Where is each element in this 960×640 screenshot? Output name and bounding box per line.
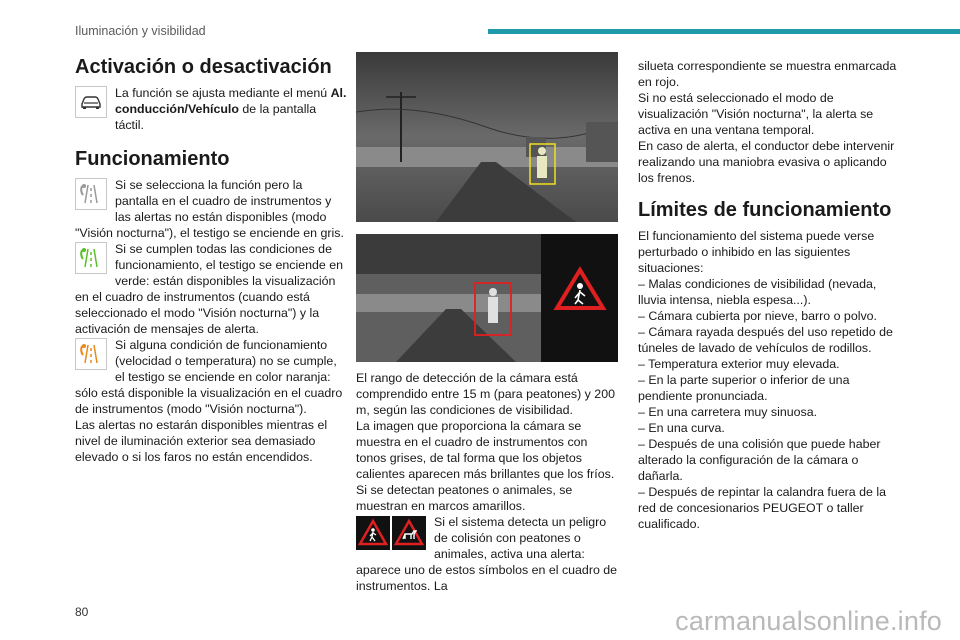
animal-warning-icon xyxy=(392,516,426,550)
list-item: – Cámara rayada después del uso repetido de túneles de lavado de vehículos de rodillos. xyxy=(638,325,893,355)
heading-limits: Límites de funcionamiento xyxy=(638,199,892,221)
list-item: – Malas condiciones de visibilidad (nevada, lluvia intensa, niebla espesa...). xyxy=(638,277,877,307)
limits-list xyxy=(638,276,902,532)
activation-menu-name: Al. conducción/Vehículo xyxy=(115,86,347,116)
limits-intro-text: El funcionamiento del sistema puede verse perturbado o inhibido en las siguientes situaciones: xyxy=(638,229,875,275)
column-middle xyxy=(356,52,618,594)
alert-symbols xyxy=(356,516,428,550)
list-item: – Después de repintar la calandra fuera de la red de concesionarios PEUGEOT o taller cualificado. xyxy=(638,485,886,531)
operation-orange-paragraph xyxy=(75,337,348,417)
thermal-camera-image-pedestrian xyxy=(356,52,618,222)
operation-grey-paragraph xyxy=(75,177,348,241)
list-item: – Después de una colisión que puede haber alterado la configuración de la cámara o dañarla. xyxy=(638,437,881,483)
alert-paragraph xyxy=(356,514,618,594)
continuation-text-3: En caso de alerta, el conductor debe intervenir realizando una maniobra evasiva o aplicando los frenos. xyxy=(638,139,895,185)
heading-activation: Activación o desactivación xyxy=(75,56,332,78)
list-item: – En una curva. xyxy=(638,421,725,435)
list-item: – En la parte superior o inferior de una pendiente pronunciada. xyxy=(638,373,850,403)
thermal-camera-image-alert xyxy=(356,234,618,362)
night-vision-orange-icon xyxy=(75,338,107,370)
list-item: – En una carretera muy sinuosa. xyxy=(638,405,818,419)
continuation-text-1: silueta correspondiente se muestra enmarcada en rojo. xyxy=(638,59,897,89)
list-item: – Cámara cubierta por nieve, barro o polvo. xyxy=(638,309,877,323)
page-number: 80 xyxy=(75,605,89,619)
activation-paragraph xyxy=(75,85,348,133)
alert-text: Si el sistema detecta un peligro de colisión con peatones o animales, activa una alerta: aparece uno de estos símbolos en el cuadro de instrumentos. La xyxy=(356,515,618,593)
continuation-text-2: Si no está seleccionado el modo de visualización "Visión nocturna", la alerta se activa en una ventana temporal. xyxy=(638,91,874,137)
operation-grey-text: Si se selecciona la función pero la pantalla en el cuadro de instrumentos y las alertas no están disponibles (modo "Visión nocturna"), el testigo se enciende en gris. xyxy=(75,178,344,240)
operation-orange-text: Si alguna condición de funcionamiento (velocidad o temperatura) no se cumple, el testigo se enciende en color naranja: sólo está disponible la visualización en el cuadro de instrumentos (modo "Visión nocturna"). xyxy=(75,338,343,416)
column-left xyxy=(75,55,348,465)
operation-end-text: Las alertas no estarán disponibles mientras el nivel de iluminación exterior sea demasiado elevado o si los faros no están encendidos. xyxy=(75,418,328,464)
activation-text-2: de la pantalla táctil. xyxy=(115,102,317,132)
detection-range-text: El rango de detección de la cámara está comprendido entre 15 m (para peatones) y 200 m, según las condiciones de visibilidad. xyxy=(356,371,615,417)
list-item: – Temperatura exterior muy elevada. xyxy=(638,357,840,371)
frames-text: Si se detectan peatones o animales, se muestran en marcos amarillos. xyxy=(356,483,573,513)
operation-green-paragraph xyxy=(75,241,348,337)
watermark: carmanualsonline.info xyxy=(675,606,942,636)
image-description-text: La imagen que proporciona la cámara se muestra en el cuadro de instrumentos con tonos grises, de tal forma que los objetos calientes aparecen más brillantes que los fríos. xyxy=(356,419,615,481)
operation-green-text: Si se cumplen todas las condiciones de funcionamiento, el testigo se enciende en verde: están disponibles la visualización en el cuadro de instrumentos (cuando está seleccionado el modo "Visión nocturna") y la activación de mensajes de alerta. xyxy=(75,242,344,336)
column-right xyxy=(638,58,902,532)
night-vision-green-icon xyxy=(75,242,107,274)
pedestrian-warning-icon xyxy=(356,516,390,550)
activation-text-1: La función se ajusta mediante el menú xyxy=(115,86,331,100)
header-accent-bar xyxy=(488,29,960,34)
night-vision-grey-icon xyxy=(75,178,107,210)
heading-operation: Funcionamiento xyxy=(75,148,230,170)
car-menu-icon xyxy=(75,86,107,118)
header-section-title: Iluminación y visibilidad xyxy=(75,24,206,38)
